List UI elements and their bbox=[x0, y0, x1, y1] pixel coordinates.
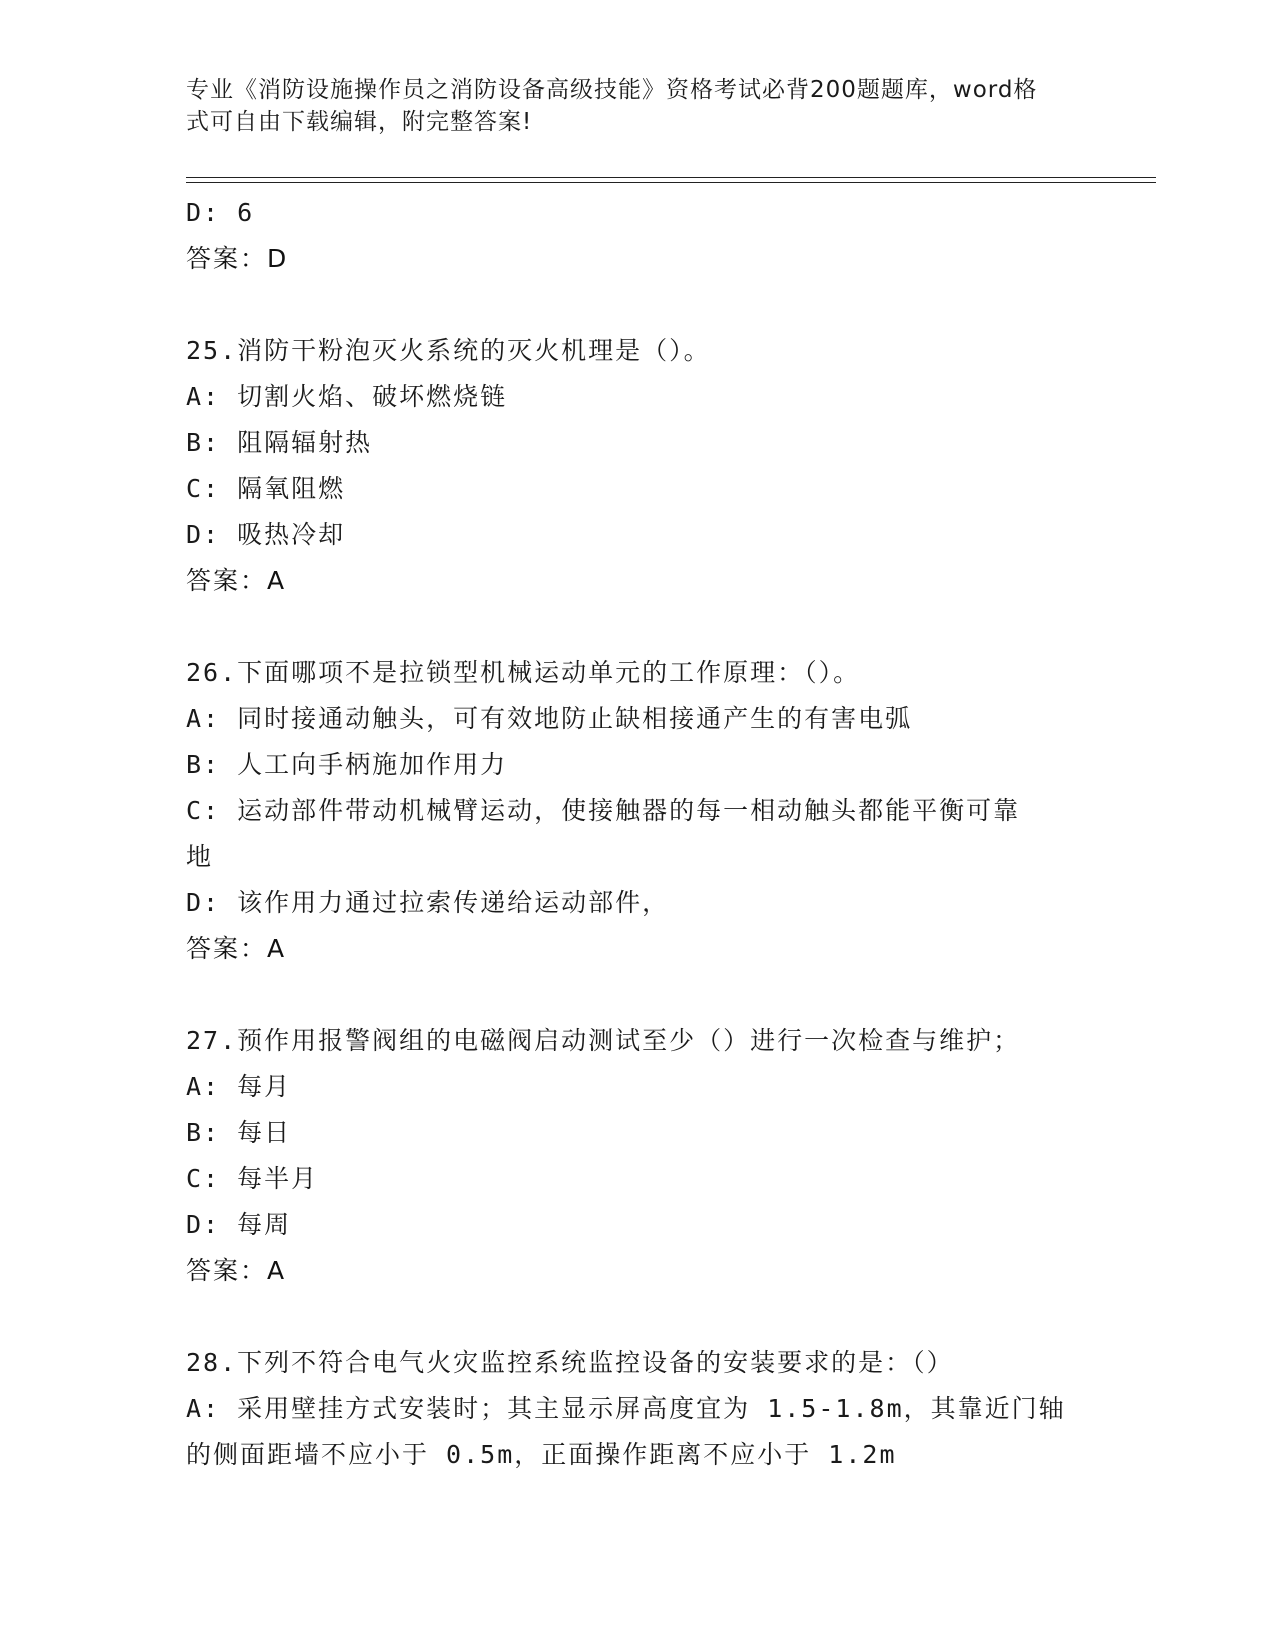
header-rule-bottom bbox=[186, 182, 1156, 183]
option-a: A: 每月 bbox=[186, 1072, 292, 1101]
answer-line: 答案：A bbox=[186, 566, 287, 595]
spacer bbox=[186, 1294, 1086, 1340]
option-d: D: 吸热冷却 bbox=[186, 520, 346, 549]
option-a: A: 同时接通动触头，可有效地防止缺相接通产生的有害电弧 bbox=[186, 704, 913, 733]
question-block-27 bbox=[186, 1018, 1086, 1294]
question-text: 25.消防干粉泡灭火系统的灭火机理是（）。 bbox=[186, 336, 711, 365]
option-a: A: 采用壁挂方式安装时；其主显示屏高度宜为 1.5-1.8m，其靠近门轴 bbox=[186, 1394, 1066, 1423]
question-block-26 bbox=[186, 650, 1086, 972]
header-line-2: 式可自由下载编辑，附完整答案! bbox=[186, 109, 533, 135]
question-block-28 bbox=[186, 1340, 1086, 1478]
option-c: C: 运动部件带动机械臂运动，使接触器的每一相动触头都能平衡可靠 bbox=[186, 796, 1021, 825]
answer-line: 答案：A bbox=[186, 1256, 287, 1285]
document-header bbox=[186, 74, 1066, 138]
option-b: B: 人工向手柄施加作用力 bbox=[186, 750, 508, 779]
spacer bbox=[186, 604, 1086, 650]
option-a: A: 切割火焰、破坏燃烧链 bbox=[186, 382, 508, 411]
option-c: C: 隔氧阻燃 bbox=[186, 474, 346, 503]
question-text: 28.下列不符合电气火灾监控系统监控设备的安装要求的是：（） bbox=[186, 1348, 954, 1377]
spacer bbox=[186, 282, 1086, 328]
option-b: B: 阻隔辐射热 bbox=[186, 428, 373, 457]
option-b: B: 每日 bbox=[186, 1118, 292, 1147]
question-text: 27.预作用报警阀组的电磁阀启动测试至少（）进行一次检查与维护； bbox=[186, 1026, 1021, 1055]
spacer bbox=[186, 972, 1086, 1018]
option-c-continued: 地 bbox=[186, 842, 214, 871]
header-rule-top bbox=[186, 177, 1156, 178]
question-block-25 bbox=[186, 328, 1086, 604]
option-c: C: 每半月 bbox=[186, 1164, 319, 1193]
answer-line: 答案：A bbox=[186, 934, 287, 963]
answer-line: 答案：D bbox=[186, 244, 289, 273]
document-body bbox=[186, 190, 1086, 1478]
option-a-continued: 的侧面距墙不应小于 0.5m，正面操作距离不应小于 1.2m bbox=[186, 1440, 897, 1469]
question-text: 26.下面哪项不是拉锁型机械运动单元的工作原理：（）。 bbox=[186, 658, 861, 687]
question-block-24 bbox=[186, 190, 1086, 282]
option-d: D: 6 bbox=[186, 198, 255, 227]
option-d: D: 该作用力通过拉索传递给运动部件， bbox=[186, 888, 670, 917]
option-d: D: 每周 bbox=[186, 1210, 292, 1239]
header-line-1: 专业《消防设施操作员之消防设备高级技能》资格考试必背200题题库，word格 bbox=[186, 77, 1038, 103]
